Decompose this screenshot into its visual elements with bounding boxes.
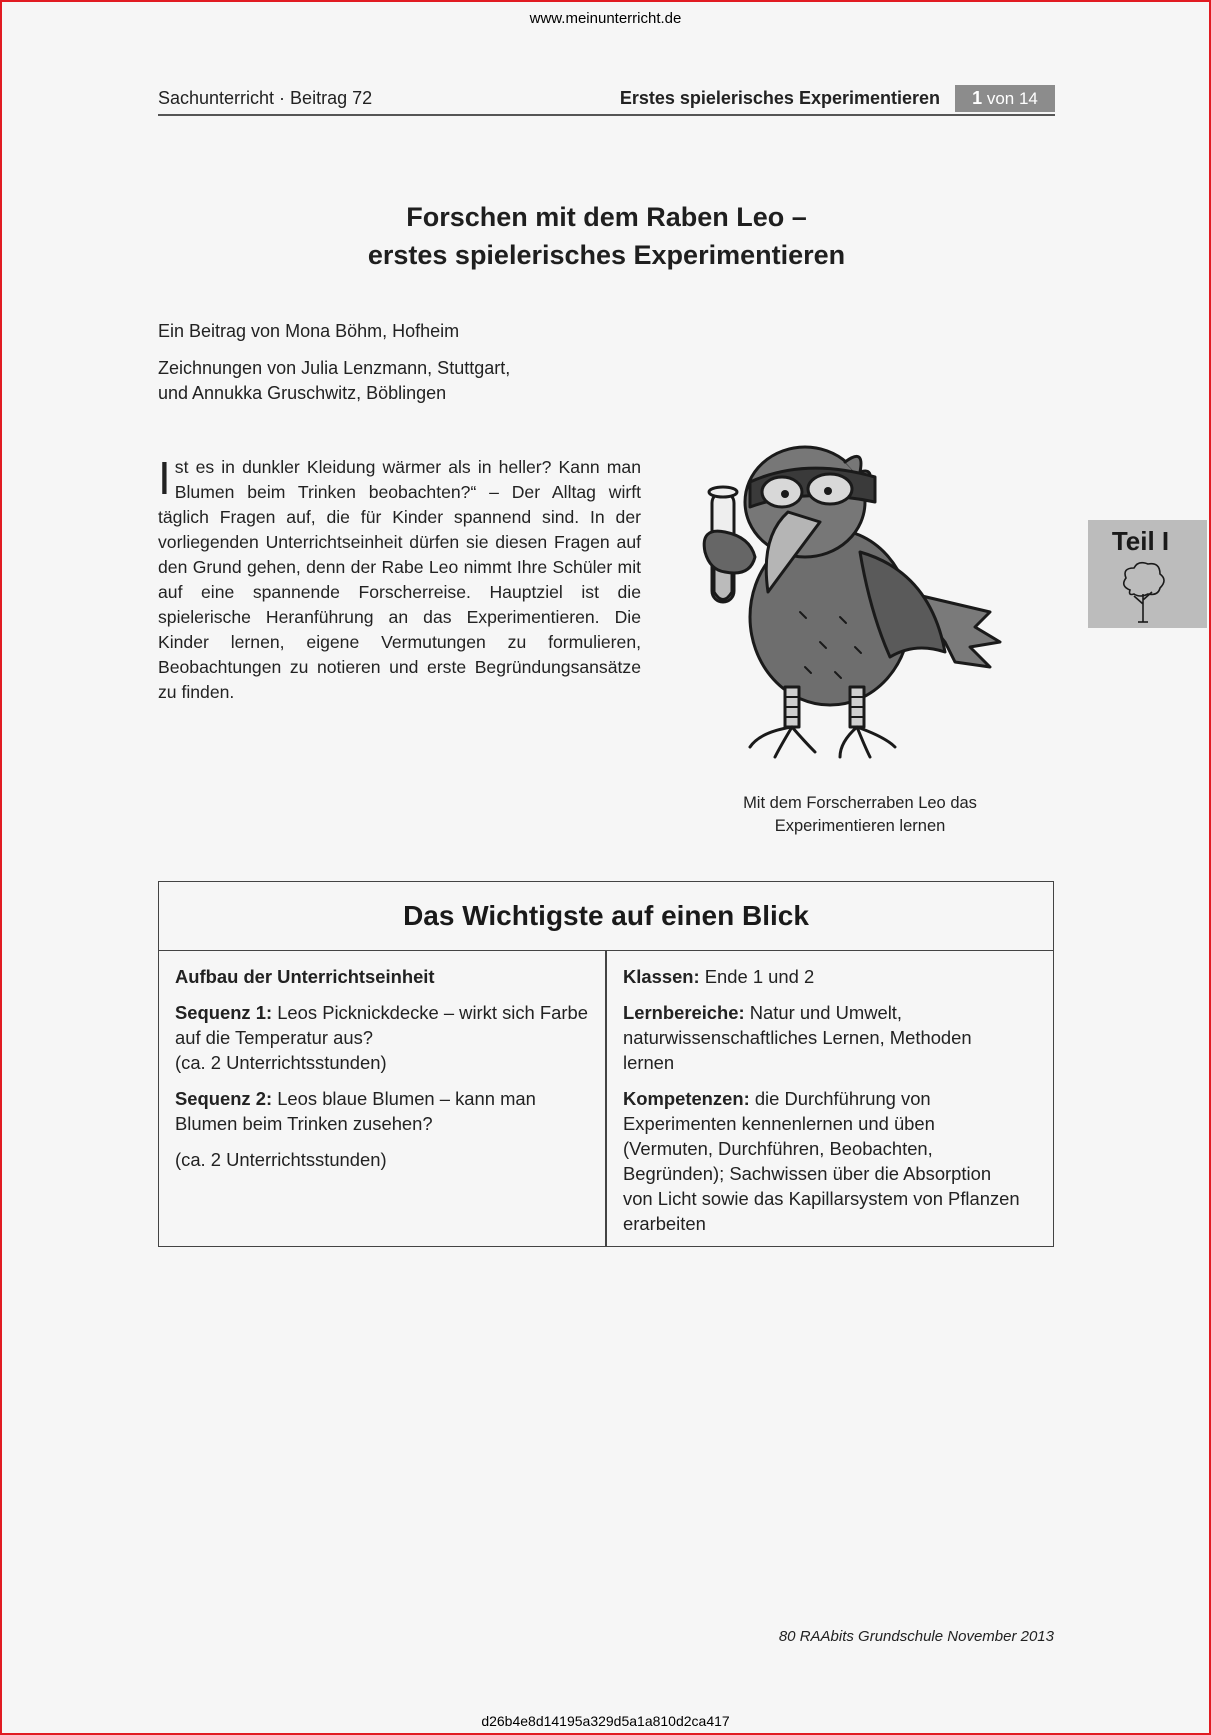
- figure-caption-line-1: Mit dem Forscherraben Leo das: [743, 794, 977, 812]
- learning-areas-label: Lernbereiche:: [623, 1002, 745, 1023]
- header-series: Sachunterricht · Beitrag 72: [158, 88, 373, 108]
- page-number: 1: [972, 88, 983, 108]
- sequence-1-text: Leos Picknickdecke – wirkt sich Farbe auf die Temperatur aus?: [175, 1002, 588, 1048]
- learning-areas-text: Natur und Umwelt, naturwissenschaftliches Lernen, Methoden lernen: [623, 1002, 972, 1073]
- intro-paragraph: [158, 452, 641, 705]
- figure-caption-line-2: Experimentieren lernen: [774, 817, 946, 835]
- illustration-credit-line-2: und Annukka Gruschwitz, Böblingen: [158, 383, 447, 403]
- document-hash: d26b4e8d14195a329d5a1a810d2ca417: [481, 1713, 730, 1729]
- document-title: [158, 198, 1055, 274]
- sequence-2: [175, 1086, 590, 1136]
- overview-title: Das Wichtigste auf einen Blick: [159, 882, 1053, 951]
- illustration-credit-line-1: Zeichnungen von Julia Lenzmann, Stuttgart,: [158, 358, 511, 378]
- sequence-2-label: Sequenz 2:: [175, 1088, 273, 1109]
- raven-scientist-illustration: [690, 442, 1020, 762]
- page-header: [158, 88, 1055, 116]
- intro-text: st es in dunkler Kleidung wärmer als in heller? Kann man Blumen beim Trinken beobachten?“ – Der Alltag wirft täglich Fragen auf, die für Kinder spannend sind. In der vorliegenden Unterrichtseinheit dürfen sie diesen Fragen auf den Grund gehen, denn der Rabe Leo nimmt Ihre Schüler mit auf eine spannende Forscherreise. Hauptziel ist die spielerische Heranführung an das Experimentieren. Die Kinder lernen, eigene Vermutungen zu formulieren, Beobachtungen zu notieren und erste Begründungsansätze zu finden.: [158, 457, 641, 702]
- overview-left-column: [175, 964, 590, 1183]
- title-line-1: Forschen mit dem Raben Leo –: [406, 202, 807, 232]
- learning-areas: [623, 1000, 1023, 1075]
- header-topic: Erstes spielerisches Experimentieren: [619, 88, 940, 108]
- competencies-text: die Durchführung von Experimenten kennenlernen und üben (Vermuten, Durchführen, Beobachten, Begründen); Sachwissen über die Absorption von Licht sowie das Kapillarsystem von Pflanzen erarbeiten: [623, 1088, 1020, 1234]
- competencies: [623, 1086, 1023, 1236]
- page-number-badge: [955, 85, 1055, 112]
- sequence-2-duration: (ca. 2 Unterrichtsstunden): [175, 1149, 387, 1170]
- publication-footer: 80 RAAbits Grundschule November 2013: [778, 1628, 1054, 1645]
- structure-heading: Aufbau der Unterrichtseinheit: [175, 966, 435, 987]
- title-line-2: erstes spielerisches Experimentieren: [367, 240, 846, 270]
- sequence-1: [175, 1000, 590, 1075]
- classes-label: Klassen:: [623, 966, 700, 987]
- page-total: von 14: [986, 89, 1038, 108]
- tree-icon: [1118, 560, 1168, 624]
- drop-cap: I: [158, 452, 171, 504]
- section-tab: [1088, 520, 1207, 628]
- illustration-credit: [158, 356, 510, 406]
- overview-box: [158, 881, 1054, 1247]
- competencies-label: Kompetenzen:: [623, 1088, 750, 1109]
- sequence-1-label: Sequenz 1:: [175, 1002, 273, 1023]
- author-credit: Ein Beitrag von Mona Böhm, Hofheim: [158, 321, 460, 341]
- sequence-1-duration: (ca. 2 Unterrichtsstunden): [175, 1052, 387, 1073]
- overview-divider: [605, 951, 607, 1246]
- classes-text: Ende 1 und 2: [699, 966, 815, 987]
- figure-caption: [700, 792, 1020, 838]
- section-tab-label: Teil I: [1111, 526, 1170, 556]
- sequence-2-text: Leos blaue Blumen – kann man Blumen beim Trinken zusehen?: [175, 1088, 536, 1134]
- site-url[interactable]: www.meinunterricht.de: [529, 10, 682, 27]
- overview-right-column: [623, 964, 1023, 1247]
- classes: [623, 964, 1023, 989]
